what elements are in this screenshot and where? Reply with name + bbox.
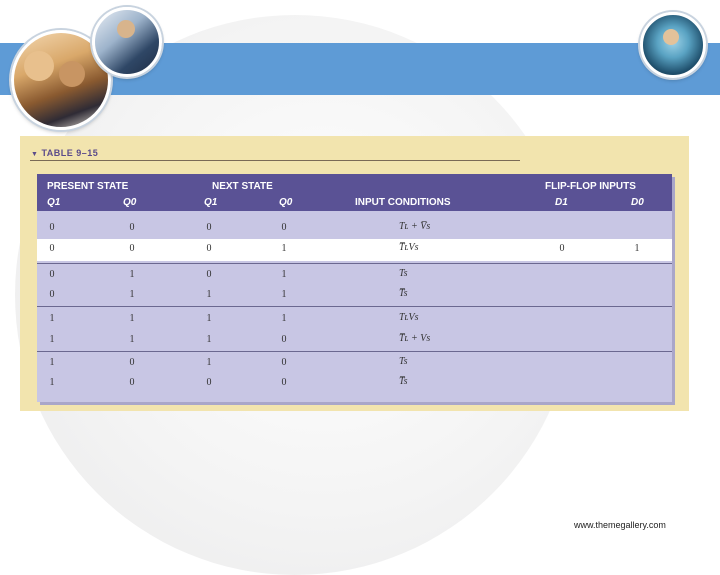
header-flip-flop-inputs: FLIP-FLOP INPUTS bbox=[545, 181, 636, 192]
cell-next-q1: 0 bbox=[206, 243, 212, 254]
cell-condition: Ts bbox=[399, 268, 408, 279]
header-next-q1: Q1 bbox=[204, 197, 218, 208]
table-header bbox=[37, 174, 672, 211]
table-row bbox=[37, 330, 672, 352]
title-rule bbox=[30, 160, 520, 161]
table-row bbox=[37, 218, 672, 240]
cell-condition: T̅s bbox=[399, 376, 408, 387]
table-row bbox=[37, 353, 672, 375]
cell-condition: Tʟ + V̅s bbox=[399, 221, 431, 232]
group-divider bbox=[37, 263, 672, 264]
cell-q0: 0 bbox=[129, 243, 135, 254]
cell-q1: 0 bbox=[49, 269, 55, 280]
cell-q0: 0 bbox=[129, 377, 135, 388]
cell-condition: T̅s bbox=[399, 288, 408, 299]
cell-d0: 1 bbox=[634, 243, 640, 254]
footer-website: www.themegallery.com bbox=[574, 520, 666, 530]
cell-next-q0: 0 bbox=[281, 222, 287, 233]
cell-next-q1: 0 bbox=[206, 269, 212, 280]
cell-q1: 1 bbox=[49, 357, 55, 368]
cell-q1: 0 bbox=[49, 243, 55, 254]
table-row bbox=[37, 285, 672, 307]
business-photo-icon bbox=[92, 7, 162, 77]
cell-q0: 1 bbox=[129, 334, 135, 345]
cell-next-q0: 1 bbox=[281, 289, 287, 300]
header-d1: D1 bbox=[555, 197, 568, 208]
cell-q0: 0 bbox=[129, 357, 135, 368]
header-next-state: NEXT STATE bbox=[212, 181, 273, 192]
cell-next-q0: 1 bbox=[281, 313, 287, 324]
person-photo-icon bbox=[640, 12, 706, 78]
cell-next-q1: 1 bbox=[206, 357, 212, 368]
group-divider bbox=[37, 351, 672, 352]
cell-q1: 0 bbox=[49, 289, 55, 300]
table-row bbox=[37, 265, 672, 287]
cell-condition: T̅ʟ + Vs bbox=[399, 333, 431, 344]
table-figure bbox=[20, 136, 689, 411]
table-title-text: TABLE 9–15 bbox=[41, 148, 99, 158]
cell-next-q0: 0 bbox=[281, 377, 287, 388]
header-q0: Q0 bbox=[123, 197, 137, 208]
group-divider bbox=[37, 306, 672, 307]
cell-next-q0: 1 bbox=[281, 269, 287, 280]
cell-q1: 1 bbox=[49, 313, 55, 324]
cell-q0: 1 bbox=[129, 289, 135, 300]
cell-next-q1: 1 bbox=[206, 313, 212, 324]
cell-condition: TʟVs bbox=[399, 312, 419, 323]
cell-condition: Ts bbox=[399, 356, 408, 367]
table-row bbox=[37, 309, 672, 331]
cell-next-q1: 0 bbox=[206, 222, 212, 233]
cell-next-q1: 1 bbox=[206, 334, 212, 345]
table-row-highlighted bbox=[37, 239, 672, 261]
cell-next-q0: 1 bbox=[281, 243, 287, 254]
header-d0: D0 bbox=[631, 197, 644, 208]
header-q1: Q1 bbox=[47, 197, 61, 208]
cell-next-q0: 0 bbox=[281, 334, 287, 345]
cell-next-q1: 0 bbox=[206, 377, 212, 388]
table-title bbox=[31, 148, 98, 158]
cell-q1: 0 bbox=[49, 222, 55, 233]
cell-q1: 1 bbox=[49, 377, 55, 388]
table-panel bbox=[37, 174, 672, 402]
cell-q0: 1 bbox=[129, 269, 135, 280]
table-row bbox=[37, 373, 672, 395]
cell-q1: 1 bbox=[49, 334, 55, 345]
header-next-q0: Q0 bbox=[279, 197, 293, 208]
cell-condition: T̅ʟVs bbox=[399, 242, 419, 253]
header-present-state: PRESENT STATE bbox=[47, 181, 129, 192]
cell-q0: 1 bbox=[129, 313, 135, 324]
header-input-conditions: INPUT CONDITIONS bbox=[355, 197, 451, 208]
cell-next-q1: 1 bbox=[206, 289, 212, 300]
triangle-icon: ▼ bbox=[31, 151, 39, 158]
cell-q0: 0 bbox=[129, 222, 135, 233]
cell-next-q0: 0 bbox=[281, 357, 287, 368]
cell-d1: 0 bbox=[559, 243, 565, 254]
